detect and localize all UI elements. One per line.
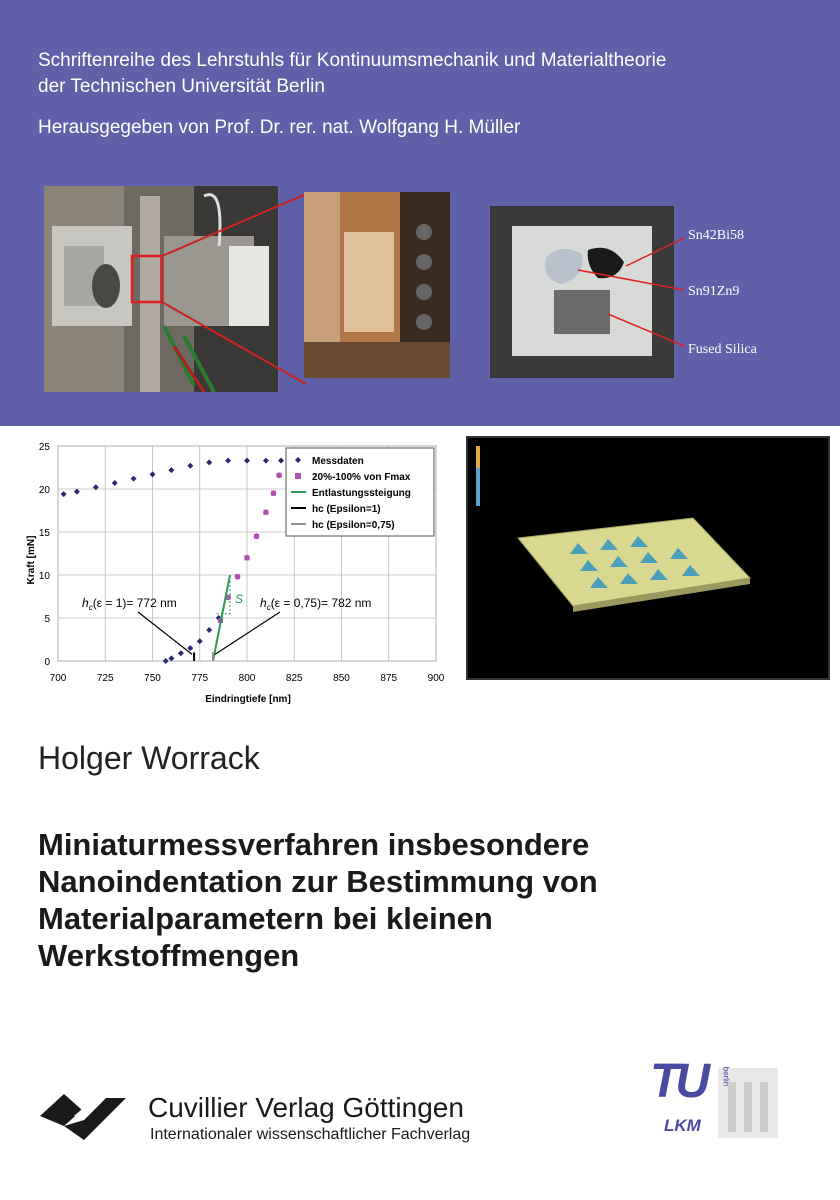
title-line-2: Nanoindentation zur Bestimmung von [38, 864, 598, 899]
y-tick-label: 15 [38, 528, 50, 539]
book-title [38, 826, 798, 974]
data-point [271, 491, 276, 496]
zoom-photo-drawing [304, 192, 450, 378]
data-point [263, 510, 268, 515]
annotation-hc-eps075: $h_c(\varepsilon = 0,75)= 782$ nm [260, 596, 372, 612]
x-axis-label: Eindringtiefe [nm] [205, 694, 291, 705]
x-tick-label: 875 [380, 673, 398, 684]
title-line-1: Miniaturmessverfahren insbesondere [38, 827, 590, 862]
publisher-subtitle: Internationaler wissenschaftlicher Fachverlag [150, 1126, 471, 1143]
y-tick-label: 0 [44, 657, 50, 668]
zoom-photo [304, 192, 450, 378]
x-tick-label: 700 [49, 673, 67, 684]
publisher-name: Cuvillier Verlag Göttingen [148, 1092, 464, 1123]
tu-berlin-text: berlin [721, 1066, 731, 1087]
legend-label: 20%-100% von Fmax [312, 472, 411, 483]
indent-surface-image [466, 436, 830, 680]
x-tick-label: 900 [427, 673, 445, 684]
legend-label: Entlastungssteigung [312, 488, 411, 499]
label-sn42bi58: Sn42Bi58 [688, 228, 745, 243]
x-tick-label: 800 [238, 673, 256, 684]
zoom-lines [150, 186, 320, 392]
title-line-3: Materialparametern bei kleinen [38, 901, 493, 936]
series-banner [0, 0, 840, 426]
series-line-1: Schriftenreihe des Lehrstuhls für Kontinuumsmechanik und Materialtheorie [38, 50, 667, 71]
tu-letters: TU [650, 1055, 706, 1108]
annotation-s: S [234, 591, 244, 606]
data-point [245, 555, 250, 560]
editor-line: Herausgegeben von Prof. Dr. rer. nat. Wolfgang H. Müller [38, 117, 521, 138]
author-name: Holger Worrack [38, 740, 260, 776]
y-tick-label: 5 [44, 614, 50, 625]
y-tick-label: 20 [38, 485, 50, 496]
x-tick-label: 750 [144, 673, 161, 684]
legend-marker [295, 473, 301, 479]
x-tick-labels [50, 673, 445, 684]
tu-lkm-logo [648, 1055, 782, 1144]
label-fused-silica: Fused Silica [688, 342, 757, 357]
y-tick-label: 10 [38, 571, 50, 582]
x-tick-label: 850 [333, 673, 350, 684]
lkm-text: LKM [664, 1116, 701, 1135]
cuvillier-logo-icon [34, 1088, 134, 1144]
data-point [235, 574, 240, 579]
y-tick-labels [39, 442, 51, 668]
y-axis-label: Kraft [mN] [26, 535, 37, 585]
legend-label: hc (Epsilon=1) [312, 504, 381, 515]
data-point [254, 534, 259, 539]
force-depth-chart [28, 432, 448, 712]
sample-arrows [560, 230, 690, 350]
legend-label: hc (Epsilon=0,75) [312, 520, 395, 531]
title-line-4: Werkstoffmengen [38, 938, 300, 973]
chart-legend [286, 448, 434, 536]
surface-drawing [468, 438, 828, 678]
annotation-hc-eps1: $h_c(\varepsilon = 1)= 772$ nm [82, 596, 177, 612]
y-tick-label: 25 [38, 442, 50, 453]
x-tick-label: 725 [96, 673, 114, 684]
series-title [38, 48, 666, 100]
label-sn91zn9: Sn91Zn9 [688, 284, 740, 299]
legend-label: Messdaten [312, 456, 364, 467]
chart-svg [28, 432, 448, 712]
x-tick-label: 775 [191, 673, 209, 684]
x-tick-label: 825 [285, 673, 303, 684]
data-point [277, 473, 282, 478]
series-line-2: der Technischen Universität Berlin [38, 76, 325, 97]
